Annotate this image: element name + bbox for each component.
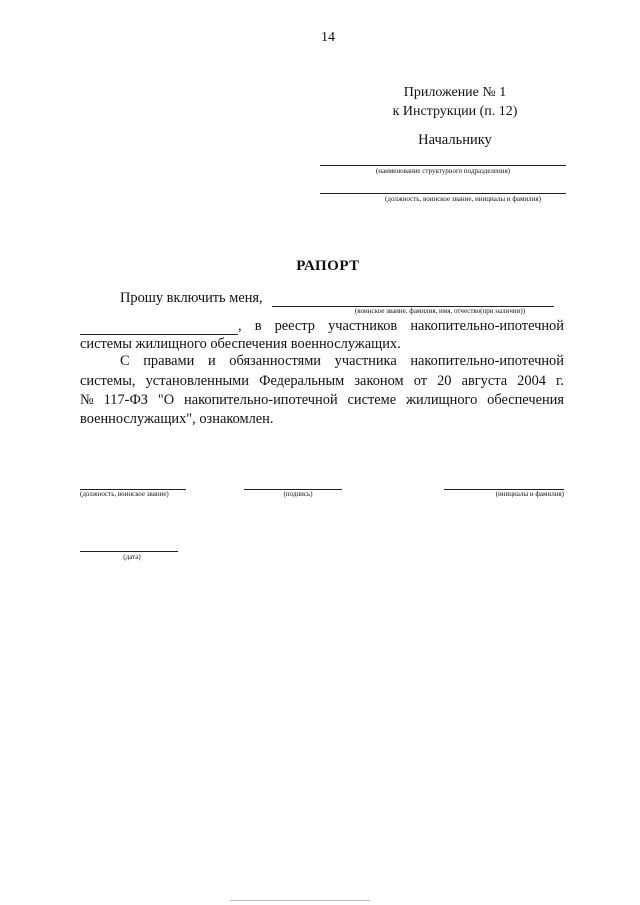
word: 2004 bbox=[517, 373, 546, 389]
initials-caption: (инициалы и фамилия) bbox=[495, 490, 564, 498]
unit-caption: (наименование структурного подразделения) bbox=[375, 167, 511, 175]
appendix-reference: к Инструкции (п. 12) bbox=[392, 104, 518, 119]
position-caption: (должность, воинское звание) bbox=[80, 490, 169, 498]
word: обязанностями bbox=[229, 353, 322, 369]
signature-caption: (подпись) bbox=[283, 490, 313, 498]
addressee-label: Начальнику bbox=[418, 132, 492, 148]
word: в bbox=[254, 318, 262, 334]
word: реестр bbox=[274, 318, 315, 334]
word: участников bbox=[328, 318, 398, 334]
appendix-label: Приложение № 1 bbox=[403, 85, 507, 100]
word: участника bbox=[334, 353, 397, 369]
acquaintance-line-1 bbox=[120, 353, 564, 370]
word: накопительно-ипотечной bbox=[410, 353, 564, 369]
word: обеспечения bbox=[487, 392, 564, 408]
word: г. bbox=[556, 373, 564, 389]
register-line-end: системы жилищного обеспечения военнослужащих. bbox=[80, 336, 401, 352]
word: "О bbox=[157, 392, 175, 408]
word: 20 bbox=[437, 373, 452, 389]
word: системе bbox=[347, 392, 397, 408]
word: и bbox=[207, 353, 216, 369]
person-line bbox=[320, 193, 566, 194]
word: установленными bbox=[145, 373, 249, 389]
document-title: РАПОРТ bbox=[296, 258, 360, 274]
word: от bbox=[413, 373, 428, 389]
date-line bbox=[80, 551, 178, 552]
request-prefix: Прошу включить меня, bbox=[120, 290, 263, 306]
word: августа bbox=[461, 373, 508, 389]
word: С bbox=[120, 353, 130, 369]
word: 117-ФЗ bbox=[103, 392, 149, 408]
word: , bbox=[238, 318, 242, 334]
name-caption: (воинское звание, фамилия, имя, отчество(при наличии)) bbox=[354, 307, 526, 315]
person-caption: (должность, воинское звание, инициалы и фамилия) bbox=[385, 195, 541, 203]
unit-line bbox=[320, 165, 566, 166]
register-line bbox=[238, 318, 564, 335]
word: законом bbox=[354, 373, 404, 389]
date-caption: (дата) bbox=[123, 553, 141, 561]
word: Федеральным bbox=[259, 373, 345, 389]
word: № bbox=[80, 392, 94, 408]
acquaintance-line-2 bbox=[80, 373, 564, 390]
name-continuation-line bbox=[80, 334, 238, 335]
word: системы, bbox=[80, 373, 136, 389]
word: правами bbox=[143, 353, 195, 369]
word: накопительно-ипотечной bbox=[184, 392, 338, 408]
page-number: 14 bbox=[321, 30, 335, 45]
scan-edge bbox=[230, 900, 370, 901]
word: жилищного bbox=[406, 392, 478, 408]
acquaintance-line-3 bbox=[80, 392, 564, 409]
word: накопительно-ипотечной bbox=[410, 318, 564, 334]
acquaintance-line-4: военнослужащих", ознакомлен. bbox=[80, 411, 274, 427]
